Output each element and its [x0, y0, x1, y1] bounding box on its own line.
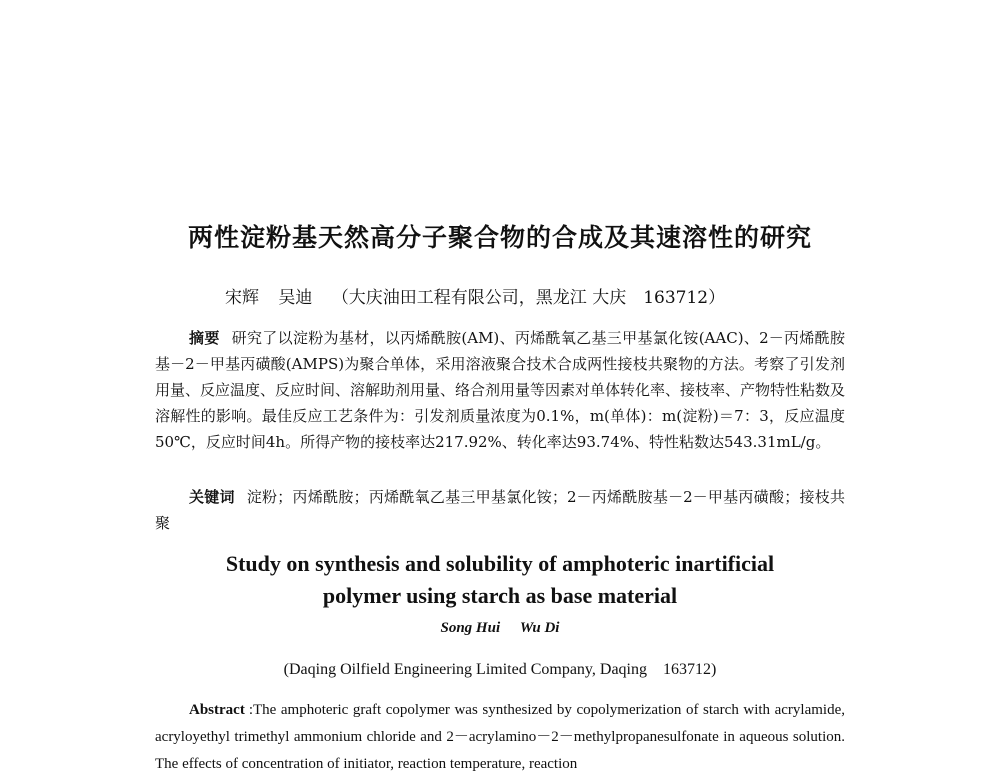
english-author-line	[0, 620, 1000, 637]
english-abstract-text: :The amphoteric graft copolymer was synthesized by copolymerization of starch with acrylamide, acryloyethyl trimethyl ammonium chloride and 2－acrylamino－2－methylpropanesulfonate in aqueous solution. The effects of concentration of initiator, reaction temperature, reaction	[155, 702, 845, 772]
chinese-author-line	[225, 283, 739, 308]
english-abstract-label: Abstract	[189, 702, 245, 718]
chinese-abstract-label: 摘要	[189, 329, 220, 347]
chinese-title: 两性淀粉基天然高分子聚合物的合成及其速溶性的研究	[187, 223, 812, 252]
chinese-author-2: 吴迪	[278, 288, 313, 308]
english-author-1: Song Hui	[440, 620, 501, 636]
chinese-keywords-label: 关键词	[189, 488, 235, 506]
chinese-keywords	[155, 484, 845, 536]
english-title	[0, 548, 1000, 612]
english-author-2: Wu Di	[519, 620, 560, 636]
chinese-keywords-text: 淀粉；丙烯酰胺；丙烯酰氧乙基三甲基氯化铵；2－丙烯酰胺基－2－甲基丙磺酸；接枝共聚	[155, 488, 845, 532]
chinese-affiliation: （大庆油田工程有限公司，黑龙江 大庆 163712）	[331, 288, 726, 308]
chinese-abstract-text: 研究了以淀粉为基材，以丙烯酰胺(AM)、丙烯酰氧乙基三甲基氯化铵(AAC)、2－丙烯酰胺基－2－甲基丙磺酸(AMPS)为聚合单体，采用溶液聚合技术合成两性接枝共聚物的方法。考察了引发剂用量、反应温度、反应时间、溶解助剂用量、络合剂用量等因素对单体转化率、接枝率、产物特性粘数及溶解性的影响。最佳反应工艺条件为：引发剂质量浓度为0.1%，m(单体)：m(淀粉)＝7：3，反应温度50℃，反应时间4h。所得产物的接枝率达217.92%、转化率达93.74%、特性粘数达543.31mL/g。	[155, 329, 846, 451]
chinese-author-1: 宋辉	[225, 288, 259, 308]
english-title-line-2: polymer using starch as base material	[322, 583, 678, 608]
chinese-abstract	[155, 325, 845, 455]
english-title-line-1: Study on synthesis and solubility of amphoteric inartificial	[225, 551, 775, 576]
english-abstract	[155, 697, 845, 778]
english-affiliation: (Daqing Oilfield Engineering Limited Company, Daqing 163712)	[283, 661, 717, 678]
